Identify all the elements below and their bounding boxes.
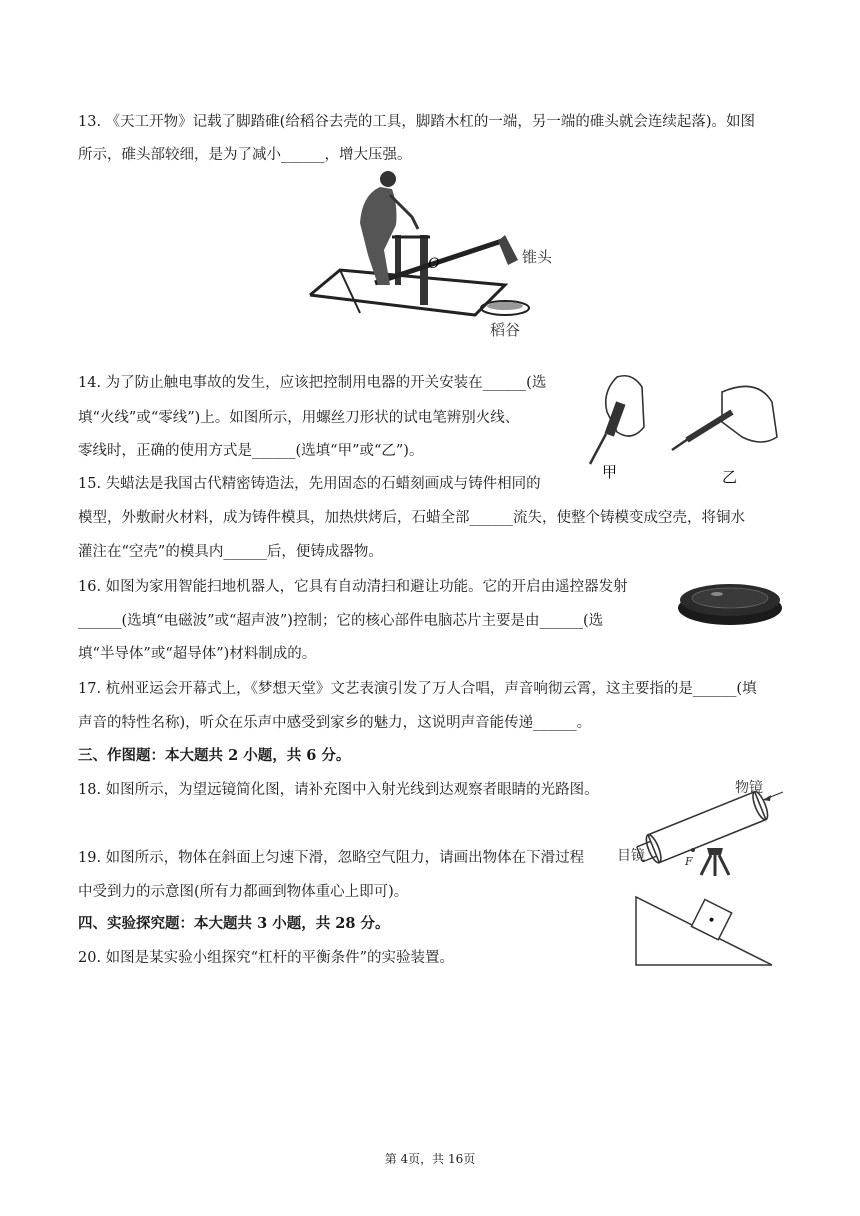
q14-line-1: 14. 为了防止触电事故的发生，应该把控制用电器的开关安装在______(选 [78, 375, 547, 391]
q16-line-2: ______(选填“电磁波”或“超声波”)控制；它的核心部件电脑芯片主要是由______(选 [78, 613, 604, 629]
q15-line-1: 15. 失蜡法是我国古代精密铸造法，先用固态的石蜡刻画成与铸件相同的 [78, 476, 541, 492]
q13-line-1: 13. 《天工开物》记载了脚踏碓(给稻谷去壳的工具，脚踏木杠的一端，另一端的碓头就会连续起落)。如图 [78, 114, 755, 130]
q16-line-1: 16. 如图为家用智能扫地机器人，它具有自动清扫和避让功能。它的开启由遥控器发射 [78, 579, 628, 595]
q17-line-1: 17. 杭州亚运会开幕式上，《梦想天堂》文艺表演引发了万人合唱，声音响彻云霄，这主要指的是______(填 [78, 681, 757, 697]
foot-pestle-figure [300, 165, 570, 345]
pivot-label: O [428, 256, 440, 272]
label-jia: 甲 [602, 463, 618, 481]
q19-line-2: 中受到力的示意图(所有力都画到物体重心上即可)。 [78, 884, 409, 900]
q18-line-1: 18. 如图所示，为望远镜简化图，请补充图中入射光线到达观察者眼睛的光路图。 [78, 782, 599, 798]
section-4-title: 四、实验探究题：本大题共 3 小题，共 28 分。 [78, 915, 390, 932]
page-footer: 第 4页，共 16页 [384, 1152, 476, 1166]
test-pen-figure [572, 372, 792, 492]
telescope-figure [615, 770, 785, 880]
incline-figure [632, 893, 777, 969]
rice-grain-label: 稻谷 [490, 321, 521, 339]
pestle-head-label: 锥头 [522, 248, 553, 266]
focus-f-label: F [685, 855, 693, 868]
objective-lens-label: 物镜 [735, 780, 763, 796]
q13-line-2: 所示，碓头部较细，是为了减小______，增大压强。 [78, 147, 412, 163]
eyepiece-label: 目镜 [617, 848, 645, 864]
q15-line-2: 模型，外敷耐火材料，成为铸件模具，加热烘烤后，石蜡全部______流失，使整个铸模变成空壳，将铜水 [78, 510, 745, 526]
q20-line-1: 20. 如图是某实验小组探究“杠杆的平衡条件”的实验装置。 [78, 950, 454, 966]
label-yi: 乙 [722, 468, 738, 486]
q15-line-3: 灌注在“空壳”的模具内______后，便铸成器物。 [78, 544, 383, 560]
q19-line-1: 19. 如图所示，物体在斜面上匀速下滑，忽略空气阻力，请画出物体在下滑过程 [78, 850, 585, 866]
q14-line-3: 零线时，正确的使用方式是______(选填“甲”或“乙”)。 [78, 443, 424, 459]
robot-vacuum-figure [675, 574, 785, 630]
q14-line-2: 填“火线”或“零线”)上。如图所示，用螺丝刀形状的试电笔辨别火线、 [78, 410, 520, 426]
section-3-title: 三、作图题：本大题共 2 小题，共 6 分。 [78, 747, 351, 764]
q16-line-3: 填“半导体”或“超导体”)材料制成的。 [78, 646, 317, 662]
q17-line-2: 声音的特性名称)，听众在乐声中感受到家乡的魅力，这说明声音能传递______。 [78, 715, 592, 731]
